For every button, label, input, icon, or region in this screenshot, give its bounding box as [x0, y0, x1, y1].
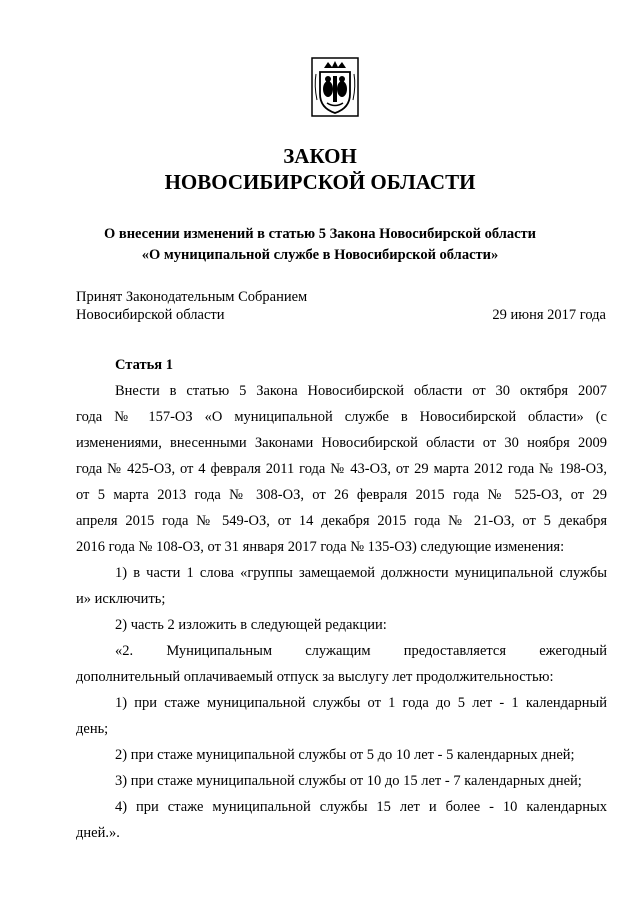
law-subject-line1: О внесении изменений в статью 5 Закона Новосибирской области: [103, 226, 537, 242]
article-line: 2016 года № 108-ОЗ, от 31 января 2017 года № 135-ОЗ) следующие изменения:: [76, 539, 565, 555]
article-line: апреля 2015 года № 549-ОЗ, от 14 декабря 2015 года № 21-ОЗ, от 5 декабря: [76, 513, 607, 529]
law-region: НОВОСИБИРСКОЙ ОБЛАСТИ: [164, 170, 476, 194]
article-line: 1) в части 1 слова «группы замещаемой должности муниципальной службы: [115, 565, 607, 581]
article-line: от 5 марта 2013 года № 308-ОЗ, от 26 февраля 2015 года № 525-ОЗ, от 29: [76, 487, 607, 503]
article-heading: Статья 1: [115, 357, 173, 373]
article-line: 4) при стаже муниципальной службы 15 лет и более - 10 календарных: [115, 799, 607, 815]
adopted-by-line1: Принят Законодательным Собранием: [76, 289, 308, 305]
law-title: ЗАКОН: [283, 144, 357, 168]
article-line: 2) часть 2 изложить в следующей редакции:: [115, 617, 387, 633]
article-line: 3) при стаже муниципальной службы от 10 до 15 лет - 7 календарных дней;: [115, 773, 582, 789]
article-line: «2. Муниципальным служащим предоставляется ежегодный: [115, 643, 607, 659]
law-subject-line2: «О муниципальной службе в Новосибирской области»: [141, 247, 499, 263]
article-line: 2) при стаже муниципальной службы от 5 до 10 лет - 5 календарных дней;: [115, 747, 575, 763]
adoption-date: 29 июня 2017 года: [492, 307, 606, 323]
article-line: 1) при стаже муниципальной службы от 1 года до 5 лет - 1 календарный: [115, 695, 607, 711]
article-line: дней.».: [76, 825, 120, 841]
article-line: дополнительный оплачиваемый отпуск за выслугу лет продолжительностью:: [76, 669, 554, 685]
coat-of-arms-icon: [310, 56, 360, 118]
article-line: Внести в статью 5 Закона Новосибирской области от 30 октября 2007: [115, 383, 607, 399]
article-line: и» исключить;: [76, 591, 166, 607]
article-line: года № 425-ОЗ, от 4 февраля 2011 года № 43-ОЗ, от 29 марта 2012 года № 198-ОЗ,: [76, 461, 607, 477]
adopted-by-line2: Новосибирской области: [76, 307, 225, 323]
article-line: года № 157-ОЗ «О муниципальной службе в Новосибирской области» (с: [76, 409, 607, 425]
article-line: день;: [76, 721, 109, 737]
article-line: изменениями, внесенными Законами Новосибирской области от 30 ноября 2009: [76, 435, 607, 451]
